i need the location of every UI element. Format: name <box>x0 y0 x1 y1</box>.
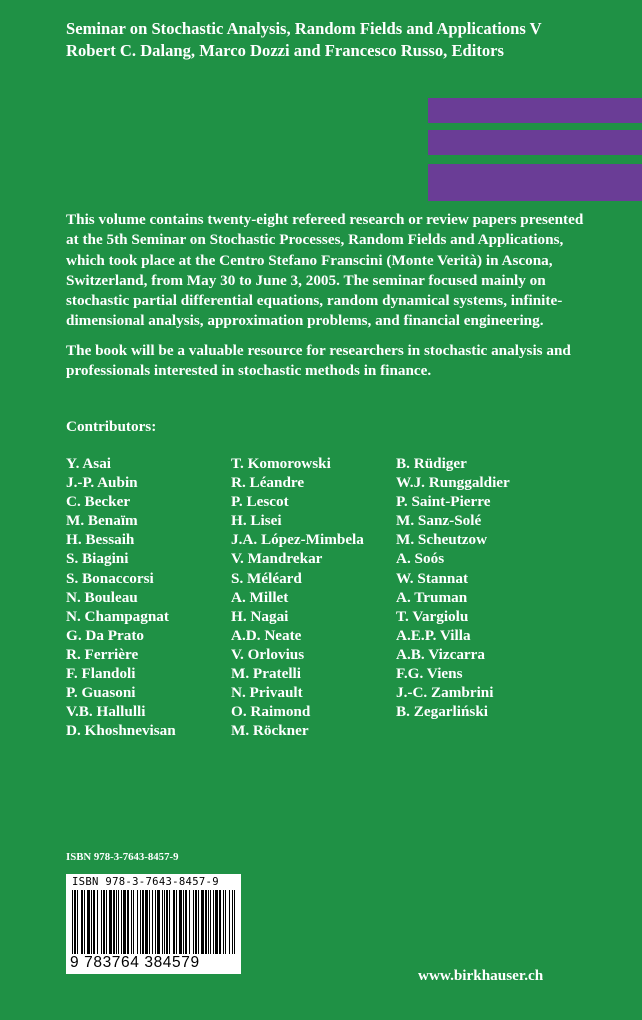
contributor-name: A. Truman <box>396 588 468 606</box>
barcode-isbn-text: ISBN 978-3-7643-8457-9 <box>72 876 219 888</box>
contributors-column-3 <box>396 454 510 721</box>
contributor-name: F. Flandoli <box>66 665 136 683</box>
contributor-name: V. Mandrekar <box>231 550 323 568</box>
contributor-name: P. Lescot <box>231 493 289 511</box>
contributors-column-2 <box>231 454 364 740</box>
decorative-bar <box>428 130 642 155</box>
description-line: This volume contains twenty-eight refereed research or review papers presented <box>66 211 584 228</box>
resource-paragraph <box>66 341 632 382</box>
contributor-name: F.G. Viens <box>396 665 463 683</box>
contributors-heading: Contributors: <box>66 418 157 435</box>
contributor-name: D. Khoshnevisan <box>66 722 176 740</box>
contributor-name: H. Nagai <box>231 607 289 625</box>
isbn-label: ISBN 978-3-7643-8457-9 <box>66 851 179 863</box>
contributor-name: H. Bessaih <box>66 531 135 549</box>
contributor-name: N. Privault <box>231 684 303 702</box>
barcode <box>66 874 241 974</box>
book-title-block <box>66 18 626 62</box>
barcode-bars <box>72 890 235 954</box>
contributor-name: R. Léandre <box>231 474 305 492</box>
description-line: stochastic partial differential equations, random dynamical systems, infinite- <box>66 292 563 310</box>
description-line: at the 5th Seminar on Stochastic Processes, Random Fields and Applications, <box>66 231 564 249</box>
contributor-name: O. Raimond <box>231 703 311 721</box>
contributor-name: T. Komorowski <box>231 455 331 472</box>
contributor-name: M. Scheutzow <box>396 531 488 549</box>
contributor-name: N. Bouleau <box>66 588 138 606</box>
contributor-name: M. Sanz-Solé <box>396 512 482 530</box>
contributor-name: A. Millet <box>231 588 289 606</box>
contributor-name: A.B. Vizcarra <box>396 645 485 663</box>
contributor-name: J.A. López-Mimbela <box>231 531 364 549</box>
contributor-name: W. Stannat <box>396 569 469 587</box>
contributor-name: M. Pratelli <box>231 665 301 683</box>
contributor-name: P. Saint-Pierre <box>396 493 491 511</box>
contributor-name: Y. Asai <box>66 455 112 472</box>
contributor-name: M. Benaïm <box>66 512 138 530</box>
contributor-name: M. Röckner <box>231 722 309 740</box>
contributor-name: A.E.P. Villa <box>396 626 471 644</box>
contributor-name: G. Da Prato <box>66 626 145 644</box>
contributor-name: H. Lisei <box>231 512 282 530</box>
contributor-name: J.-C. Zambrini <box>396 684 494 702</box>
publisher-website: www.birkhauser.ch <box>418 967 544 984</box>
contributor-name: B. Rüdiger <box>396 455 467 472</box>
contributor-name: S. Bonaccorsi <box>66 569 154 587</box>
contributor-name: N. Champagnat <box>66 607 169 625</box>
contributor-name: S. Méléard <box>231 569 302 587</box>
contributor-name: C. Becker <box>66 493 131 511</box>
contributor-name: S. Biagini <box>66 550 129 568</box>
description-line: which took place at the Centro Stefano Franscini (Monte Verità) in Ascona, <box>66 251 553 269</box>
decorative-bar <box>428 98 642 123</box>
contributor-name: A. Soós <box>396 550 445 568</box>
contributor-name: R. Ferrière <box>66 645 139 663</box>
contributor-name: V. Orlovius <box>231 645 305 663</box>
contributor-name: P. Guasoni <box>66 684 136 702</box>
contributor-name: W.J. Runggaldier <box>396 474 510 492</box>
resource-line: The book will be a valuable resource for researchers in stochastic analysis and <box>66 342 571 359</box>
contributor-name: V.B. Hallulli <box>66 703 146 721</box>
contributor-name: T. Vargiolu <box>396 607 469 625</box>
contributor-name: B. Zegarliński <box>396 703 488 721</box>
editors-line: Robert C. Dalang, Marco Dozzi and Francesco Russo, Editors <box>66 41 505 60</box>
barcode-digits: 9 783764 384579 <box>70 954 200 971</box>
resource-line: professionals interested in stochastic methods in finance. <box>66 362 432 380</box>
description-paragraph <box>66 210 632 332</box>
series-title: Seminar on Stochastic Analysis, Random Fields and Applications V <box>66 19 542 38</box>
contributors-column-1 <box>66 454 176 740</box>
description-line: dimensional analysis, approximation problems, and financial engineering. <box>66 312 544 330</box>
contributor-name: A.D. Neate <box>231 626 302 644</box>
decorative-bar <box>428 164 642 201</box>
contributor-name: J.-P. Aubin <box>66 474 138 492</box>
description-line: Switzerland, from May 30 to June 3, 2005. The seminar focused mainly on <box>66 271 546 289</box>
